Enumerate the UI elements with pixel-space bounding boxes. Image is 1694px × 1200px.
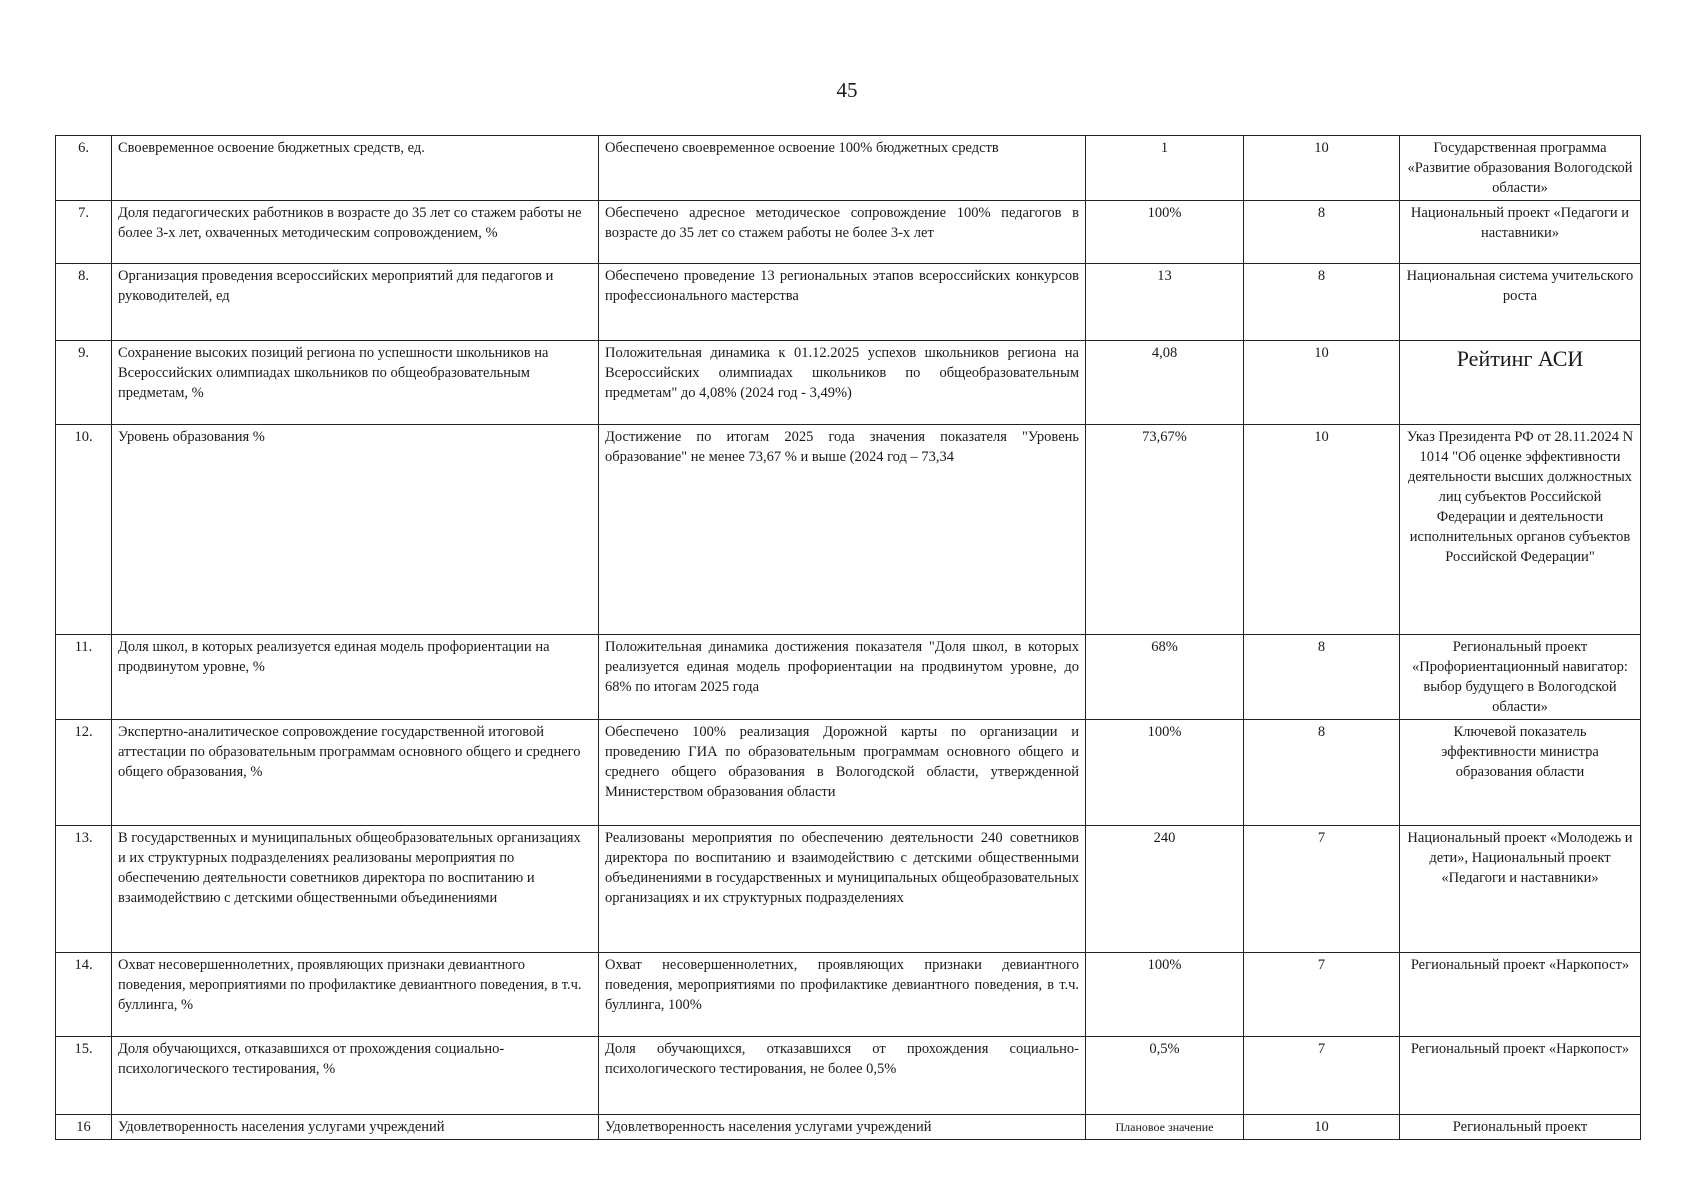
page-number: 45	[836, 78, 858, 102]
source-cell: Региональный проект «Наркопост»	[1400, 953, 1641, 1037]
source-cell: Государственная программа «Развитие образования Вологодской области»	[1400, 136, 1641, 201]
indicator-cell: Своевременное освоение бюджетных средств, ед.	[112, 136, 599, 201]
weight-cell: 10	[1244, 341, 1400, 425]
row-number: 6.	[56, 136, 112, 201]
row-number: 12.	[56, 720, 112, 826]
source-cell: Ключевой показатель эффективности министра образования области	[1400, 720, 1641, 826]
result-cell: Охват несовершеннолетних, проявляющих признаки девиантного поведения, мероприятиями по профилактике девиантного поведения, в т.ч. буллинга, 100%	[599, 953, 1086, 1037]
weight-cell: 10	[1244, 136, 1400, 201]
weight-cell: 8	[1244, 720, 1400, 826]
row-number: 14.	[56, 953, 112, 1037]
value-cell: 100%	[1086, 720, 1244, 826]
table-row	[56, 136, 1641, 201]
source-cell: Национальный проект «Педагоги и наставники»	[1400, 201, 1641, 264]
result-cell: Доля обучающихся, отказавшихся от прохождения социально-психологического тестирования, не более 0,5%	[599, 1037, 1086, 1115]
value-cell: 240	[1086, 826, 1244, 953]
weight-cell: 7	[1244, 826, 1400, 953]
row-number: 8.	[56, 264, 112, 341]
value-cell: 100%	[1086, 201, 1244, 264]
row-number: 11.	[56, 635, 112, 720]
weight-cell: 8	[1244, 635, 1400, 720]
row-number: 15.	[56, 1037, 112, 1115]
table-row	[56, 201, 1641, 264]
weight-cell: 7	[1244, 1037, 1400, 1115]
source-cell: Региональный проект «Профориентационный навигатор: выбор будущего в Вологодской области»	[1400, 635, 1641, 720]
source-cell: Национальная система учительского роста	[1400, 264, 1641, 341]
weight-cell: 8	[1244, 264, 1400, 341]
indicator-cell: Доля школ, в которых реализуется единая модель профориентации на продвинутом уровне, %	[112, 635, 599, 720]
result-cell: Обеспечено проведение 13 региональных этапов всероссийских конкурсов профессионального мастерства	[599, 264, 1086, 341]
indicators-table	[55, 135, 1641, 1140]
table-row	[56, 635, 1641, 720]
table-row	[56, 1115, 1641, 1140]
indicator-cell: Уровень образования %	[112, 425, 599, 635]
row-number: 9.	[56, 341, 112, 425]
value-cell: 4,08	[1086, 341, 1244, 425]
indicator-cell: Удовлетворенность населения услугами учреждений	[112, 1115, 599, 1140]
indicator-cell: Сохранение высоких позиций региона по успешности школьников на Всероссийских олимпиадах школьников по общеобразовательным предметам, %	[112, 341, 599, 425]
row-number: 10.	[56, 425, 112, 635]
row-number: 7.	[56, 201, 112, 264]
value-cell: 1	[1086, 136, 1244, 201]
value-cell: 13	[1086, 264, 1244, 341]
table-row	[56, 341, 1641, 425]
result-cell: Положительная динамика к 01.12.2025 успехов школьников региона на Всероссийских олимпиадах школьников по общеобразовательным предметам" до 4,08% (2024 год - 3,49%)	[599, 341, 1086, 425]
weight-cell: 10	[1244, 425, 1400, 635]
table-row	[56, 826, 1641, 953]
value-cell: 73,67%	[1086, 425, 1244, 635]
indicator-cell: В государственных и муниципальных общеобразовательных организациях и их структурных подразделениях реализованы мероприятия по обеспечению деятельности советников директора по воспитанию и взаимодействию с детскими общественными объединениями	[112, 826, 599, 953]
source-cell: Национальный проект «Молодежь и дети», Национальный проект «Педагоги и наставники»	[1400, 826, 1641, 953]
row-number: 16	[56, 1115, 112, 1140]
indicator-cell: Организация проведения всероссийских мероприятий для педагогов и руководителей, ед	[112, 264, 599, 341]
result-cell: Удовлетворенность населения услугами учреждений	[599, 1115, 1086, 1140]
indicator-cell: Доля педагогических работников в возрасте до 35 лет со стажем работы не более 3-х лет, охваченных методическим сопровождением, %	[112, 201, 599, 264]
result-cell: Положительная динамика достижения показателя "Доля школ, в которых реализуется единая модель профориентации на продвинутом уровне, до 68% по итогам 2025 года	[599, 635, 1086, 720]
table-row	[56, 953, 1641, 1037]
source-cell: Рейтинг АСИ	[1400, 341, 1641, 425]
source-cell: Региональный проект «Наркопост»	[1400, 1037, 1641, 1115]
weight-cell: 7	[1244, 953, 1400, 1037]
weight-cell: 10	[1244, 1115, 1400, 1140]
weight-cell: 8	[1244, 201, 1400, 264]
value-cell: 0,5%	[1086, 1037, 1244, 1115]
result-cell: Достижение по итогам 2025 года значения показателя "Уровень образование" не менее 73,67 % и выше (2024 год – 73,34	[599, 425, 1086, 635]
value-cell: 68%	[1086, 635, 1244, 720]
value-cell: Плановое значение	[1086, 1115, 1244, 1140]
indicator-cell: Доля обучающихся, отказавшихся от прохождения социально-психологического тестирования, %	[112, 1037, 599, 1115]
indicator-cell: Охват несовершеннолетних, проявляющих признаки девиантного поведения, мероприятиями по профилактике девиантного поведения, в т.ч. буллинга, %	[112, 953, 599, 1037]
row-number: 13.	[56, 826, 112, 953]
source-cell: Указ Президента РФ от 28.11.2024 N 1014 "Об оценке эффективности деятельности высших должностных лиц субъектов Российской Федерации и деятельности исполнительных органов субъектов Российской Федерации"	[1400, 425, 1641, 635]
indicator-cell: Экспертно-аналитическое сопровождение государственной итоговой аттестации по образовательным программам основного общего и среднего общего образования, %	[112, 720, 599, 826]
result-cell: Реализованы мероприятия по обеспечению деятельности 240 советников директора по воспитанию и взаимодействию с детскими общественными объединениями в государственных и муниципальных общеобразовательных организациях и их структурных подразделениях	[599, 826, 1086, 953]
value-cell: 100%	[1086, 953, 1244, 1037]
result-cell: Обеспечено 100% реализация Дорожной карты по организации и проведению ГИА по образовательным программам основного общего и среднего общего образования в Вологодской области, утвержденной Министерством образования области	[599, 720, 1086, 826]
result-cell: Обеспечено адресное методическое сопровождение 100% педагогов в возрасте до 35 лет со стажем работы не более 3-х лет	[599, 201, 1086, 264]
table-row	[56, 1037, 1641, 1115]
result-cell: Обеспечено своевременное освоение 100% бюджетных средств	[599, 136, 1086, 201]
table-row	[56, 425, 1641, 635]
table-row	[56, 264, 1641, 341]
source-cell: Региональный проект	[1400, 1115, 1641, 1140]
table-row	[56, 720, 1641, 826]
